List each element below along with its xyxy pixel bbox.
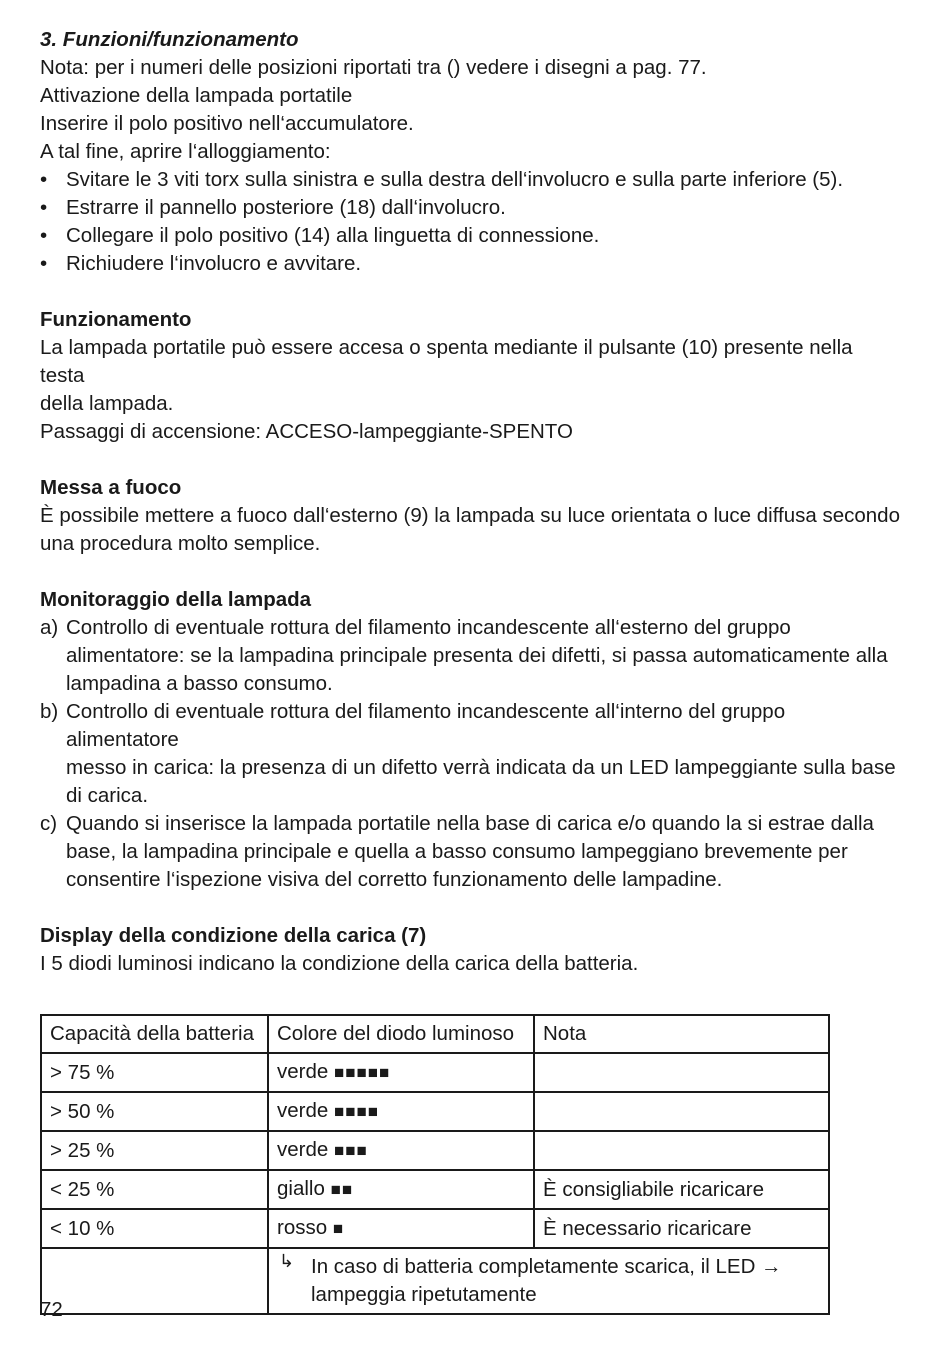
charge-table	[40, 1014, 830, 1315]
led-color-cell	[268, 1170, 534, 1209]
bullet-mark: •	[40, 196, 48, 219]
list-line: messo in carica: la presenza di un difetto verrà indicata da un LED lampeggiante sulla base	[66, 756, 896, 779]
document-page	[40, 26, 900, 1315]
bullet-mark: •	[40, 252, 48, 275]
table-row	[41, 1092, 829, 1131]
list-line: Controllo di eventuale rottura del filamento incandescente all‘esterno del gruppo	[66, 616, 791, 639]
led-color-cell	[268, 1131, 534, 1170]
list-marker: a)	[40, 616, 59, 639]
table-footnote-row	[41, 1248, 829, 1314]
led-squares: ■■	[330, 1180, 354, 1199]
text-line: Passaggi di accensione: ACCESO-lampeggiante-SPENTO	[40, 420, 573, 443]
capacity-cell: > 50 %	[41, 1092, 268, 1131]
list-line: consentire l‘ispezione visiva del corretto funzionamento delle lampadine.	[66, 868, 723, 891]
bullet-item	[40, 250, 900, 278]
note-cell	[534, 1092, 829, 1131]
text-line: È possibile mettere a fuoco dall‘esterno (9) la lampada su luce orientata o luce diffusa secondo	[40, 504, 900, 527]
led-color-text: verde	[277, 1060, 329, 1083]
capacity-cell: > 75 %	[41, 1053, 268, 1092]
text-line: della lampada.	[40, 392, 174, 415]
list-line: Controllo di eventuale rottura del filamento incandescente all‘interno del gruppo alimentatore	[66, 700, 786, 751]
list-marker: c)	[40, 812, 58, 835]
table-header-row	[41, 1015, 829, 1053]
section-heading: Funzionamento	[40, 308, 192, 331]
table-row	[41, 1053, 829, 1092]
bullet-item	[40, 222, 900, 250]
table-row	[41, 1209, 829, 1248]
list-marker: b)	[40, 700, 59, 723]
list-line: Quando si inserisce la lampada portatile nella base di carica e/o quando la si estrae dalla	[66, 812, 874, 835]
text-line: Nota: per i numeri delle posizioni riportati tra () vedere i disegni a pag. 77.	[40, 56, 707, 79]
empty-cell	[41, 1248, 268, 1314]
text-line: una procedura molto semplice.	[40, 532, 321, 555]
footnote-line: lampeggia ripetutamente	[311, 1283, 537, 1306]
bullet-mark: •	[40, 224, 48, 247]
bullet-text: Svitare le 3 viti torx sulla sinistra e sulla destra dell‘involucro e sulla parte inferiore (5).	[66, 168, 844, 191]
list-item	[40, 810, 900, 894]
footnote-text: In caso di batteria completamente scarica, il LED	[311, 1255, 756, 1278]
section-funzionamento	[40, 306, 900, 446]
text-line: La lampada portatile può essere accesa o spenta mediante il pulsante (10) presente nella testa	[40, 336, 853, 387]
bullet-text: Collegare il polo positivo (14) alla linguetta di connessione.	[66, 224, 600, 247]
bullet-text: Estrarre il pannello posteriore (18) dall‘involucro.	[66, 196, 506, 219]
section-messa-a-fuoco	[40, 474, 900, 558]
bullet-list	[40, 166, 900, 278]
list-line: di carica.	[66, 784, 149, 807]
table-header-cell: Colore del diodo luminoso	[268, 1015, 534, 1053]
led-color-text: rosso	[277, 1216, 328, 1239]
led-squares: ■■■	[333, 1141, 368, 1160]
note-cell: È necessario ricaricare	[534, 1209, 829, 1248]
section-display	[40, 922, 900, 978]
led-squares: ■■■■■	[333, 1063, 391, 1082]
note-cell	[534, 1053, 829, 1092]
list-item	[40, 698, 900, 810]
footnote-line	[311, 1253, 820, 1281]
led-color-cell	[268, 1092, 534, 1131]
section-heading: Monitoraggio della lampada	[40, 588, 312, 611]
text-line: A tal fine, aprire l‘alloggiamento:	[40, 140, 331, 163]
list-line: alimentatore: se la lampadina principale presenta dei difetti, si passa automaticamente alla	[66, 644, 888, 667]
list-line: lampadina a basso consumo.	[66, 672, 333, 695]
bullet-item	[40, 194, 900, 222]
capacity-cell: > 25 %	[41, 1131, 268, 1170]
list-item	[40, 614, 900, 698]
bullet-item	[40, 166, 900, 194]
text-line: I 5 diodi luminosi indicano la condizione della carica della batteria.	[40, 952, 639, 975]
table-row	[41, 1131, 829, 1170]
led-color-text: verde	[277, 1099, 329, 1122]
lettered-list	[40, 614, 900, 894]
table-header-cell: Nota	[534, 1015, 829, 1053]
section-heading: Display della condizione della carica (7)	[40, 924, 427, 947]
note-cell	[534, 1131, 829, 1170]
section-monitoraggio	[40, 586, 900, 894]
bullet-text: Richiudere l‘involucro e avvitare.	[66, 252, 362, 275]
led-color-cell	[268, 1209, 534, 1248]
text-line: Inserire il polo positivo nell‘accumulatore.	[40, 112, 414, 135]
text-line: Attivazione della lampada portatile	[40, 84, 353, 107]
footnote-cell	[268, 1248, 829, 1314]
table-row	[41, 1170, 829, 1209]
list-line: base, la lampadina principale e quella a basso consumo lampeggiano brevemente per	[66, 840, 848, 863]
led-squares: ■■■■	[333, 1102, 380, 1121]
right-arrow-icon: →	[761, 1255, 782, 1278]
capacity-cell: < 10 %	[41, 1209, 268, 1248]
capacity-cell: < 25 %	[41, 1170, 268, 1209]
page-number: 72	[40, 1298, 63, 1321]
led-color-text: verde	[277, 1138, 329, 1161]
return-arrow-icon: ↳	[279, 1251, 295, 1271]
table-header-cell: Capacità della batteria	[41, 1015, 268, 1053]
bullet-mark: •	[40, 168, 48, 191]
led-squares: ■	[332, 1219, 345, 1238]
led-color-text: giallo	[277, 1177, 325, 1200]
note-cell: È consigliabile ricaricare	[534, 1170, 829, 1209]
section-heading: Messa a fuoco	[40, 476, 182, 499]
section-title: 3. Funzioni/funzionamento	[40, 28, 299, 51]
led-color-cell	[268, 1053, 534, 1092]
